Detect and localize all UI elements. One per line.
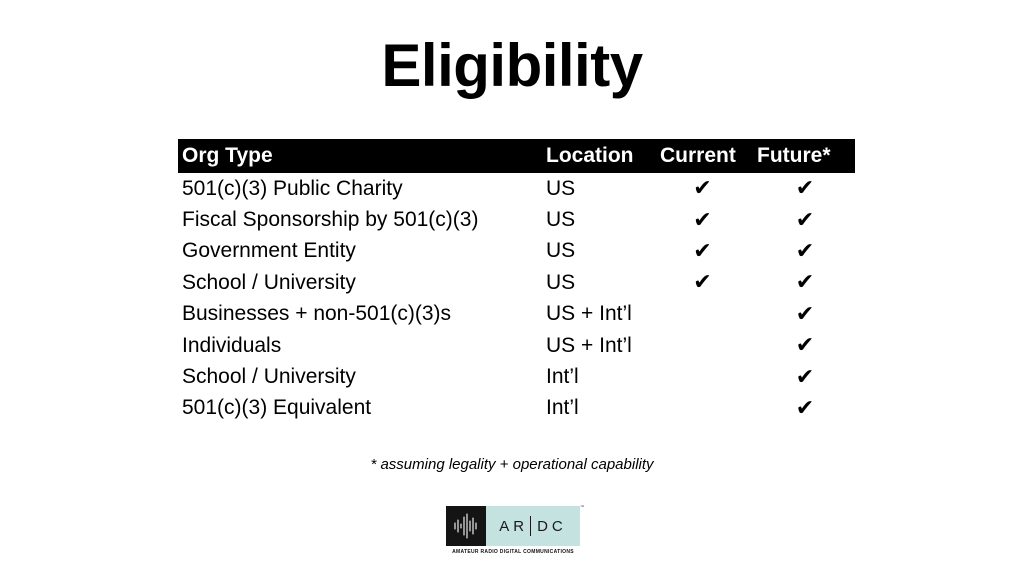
current-check-icon: ✔ xyxy=(693,207,712,233)
location-cell: US xyxy=(546,239,576,263)
header-org-type: Org Type xyxy=(178,139,542,173)
trademark-mark: ™ xyxy=(580,504,584,509)
current-check-icon xyxy=(656,393,753,424)
location-cell: US xyxy=(546,270,576,294)
org-type-cell: Individuals xyxy=(182,333,282,357)
future-check-icon: ✔ xyxy=(795,301,815,327)
table-row xyxy=(178,204,855,235)
location-cell: Int’l xyxy=(546,365,579,389)
table-row xyxy=(178,330,855,361)
table-header-row xyxy=(178,139,855,173)
ardc-logo xyxy=(446,506,586,562)
table-row xyxy=(178,393,855,424)
location-cell: US xyxy=(546,176,576,200)
audio-waveform-icon xyxy=(446,506,486,546)
org-type-cell: Government Entity xyxy=(182,239,356,263)
header-location: Location xyxy=(542,139,656,173)
logo-letters-right: DC xyxy=(537,517,567,535)
header-current: Current xyxy=(656,139,753,173)
current-check-icon xyxy=(656,299,753,330)
future-check-icon: ✔ xyxy=(795,270,815,296)
slide-title: Eligibility xyxy=(381,32,643,99)
current-check-icon xyxy=(656,330,753,361)
table-row xyxy=(178,299,855,330)
location-cell: US + Int’l xyxy=(546,302,632,326)
future-check-icon: ✔ xyxy=(795,364,815,390)
org-type-cell: School / University xyxy=(182,270,356,294)
location-cell: Int’l xyxy=(546,396,579,420)
logo-letters-left: AR xyxy=(499,517,529,535)
org-type-cell: Fiscal Sponsorship by 501(c)(3) xyxy=(182,208,479,232)
org-type-cell: 501(c)(3) Public Charity xyxy=(182,176,403,200)
current-check-icon: ✔ xyxy=(693,176,712,202)
future-check-icon: ✔ xyxy=(795,395,815,421)
org-type-cell: 501(c)(3) Equivalent xyxy=(182,396,372,420)
org-type-cell: School / University xyxy=(182,365,356,389)
table-row xyxy=(178,236,855,267)
header-future: Future* xyxy=(753,139,855,173)
logo-separator xyxy=(530,516,531,536)
logo-light-panel xyxy=(486,506,580,546)
eligibility-table xyxy=(178,139,855,424)
logo-tagline: AMATEUR RADIO DIGITAL COMMUNICATIONS xyxy=(452,549,574,555)
current-check-icon: ✔ xyxy=(693,238,712,264)
current-check-icon: ✔ xyxy=(693,270,712,296)
future-check-icon: ✔ xyxy=(795,238,815,264)
org-type-cell: Businesses + non-501(c)(3)s xyxy=(182,302,452,326)
logo-dark-panel xyxy=(446,506,486,546)
future-check-icon: ✔ xyxy=(795,176,815,202)
location-cell: US + Int’l xyxy=(546,333,632,357)
table-row xyxy=(178,267,855,298)
current-check-icon xyxy=(656,361,753,392)
future-check-icon: ✔ xyxy=(795,207,815,233)
footnote: * assuming legality + operational capability xyxy=(370,456,654,473)
table-row xyxy=(178,173,855,204)
future-check-icon: ✔ xyxy=(795,333,815,359)
table-row xyxy=(178,361,855,392)
location-cell: US xyxy=(546,208,576,232)
